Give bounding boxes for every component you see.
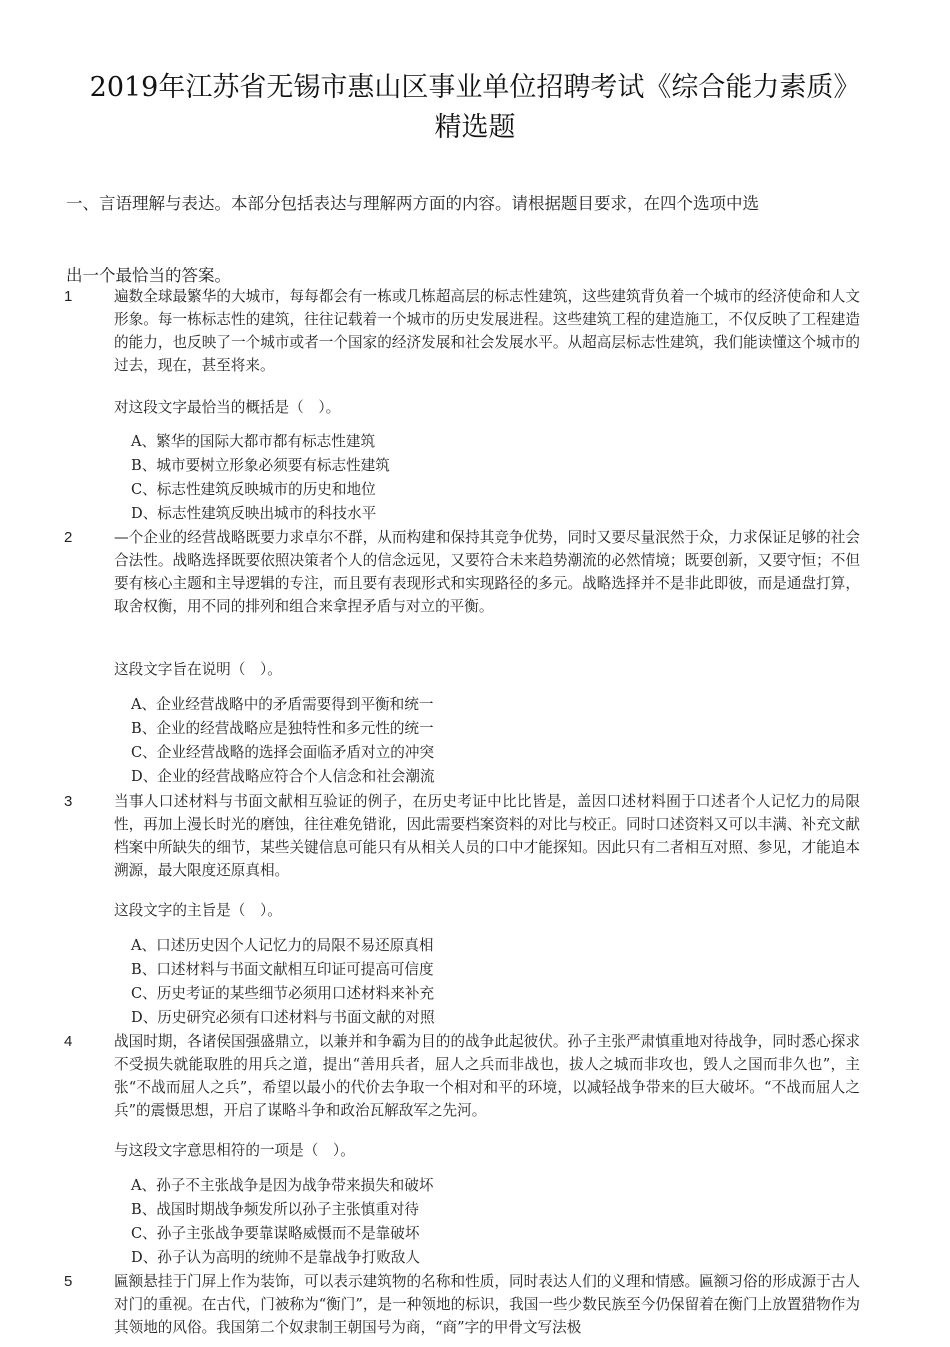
question-prompt: 与这段文字意思相符的一项是（ ）。 — [114, 1142, 355, 1159]
option-d: D、标志性建筑反映出城市的科技水平 — [131, 505, 377, 522]
question-number: 3 — [64, 793, 73, 810]
option-d: D、孙子认为高明的统帅不是靠战争打败敌人 — [131, 1249, 420, 1266]
option-a: A、口述历史因个人记忆力的局限不易还原真相 — [131, 937, 434, 954]
option-c: C、孙子主张战争要靠谋略威慑而不是靠破坏 — [131, 1225, 420, 1242]
section-intro-continued: 出一个最恰当的答案。 — [66, 266, 231, 285]
option-b: B、企业的经营战略应是独特性和多元性的统一 — [131, 720, 434, 737]
option-b: B、城市要树立形象必须要有标志性建筑 — [131, 457, 390, 474]
option-b: B、口述材料与书面文献相互印证可提高可信度 — [131, 961, 434, 978]
question-stem: 匾额悬挂于门屏上作为装饰，可以表示建筑物的名称和性质，同时表达人们的义理和情感。匾额习俗的形成源于古人对门的重视。在古代，门被称为“衡门”，是一种领地的标识，我国一些少数民族至今仍保留着在衡门上放置猎物作为其领地的风俗。我国第二个奴隶制王朝国号为商，“商”字的甲骨文写法极 — [114, 1273, 860, 1336]
option-b: B、战国时期战争频发所以孙子主张慎重对待 — [131, 1201, 420, 1218]
question-prompt: 对这段文字最恰当的概括是（ ）。 — [114, 399, 341, 416]
question-number: 1 — [64, 288, 73, 305]
section-intro: 一、言语理解与表达。本部分包括表达与理解两方面的内容。请根据题目要求，在四个选项中选 — [66, 194, 759, 213]
option-a: A、繁华的国际大都市都有标志性建筑 — [131, 433, 376, 450]
question-prompt: 这段文字的主旨是（ ）。 — [114, 902, 282, 919]
question-prompt: 这段文字旨在说明（ ）。 — [114, 661, 282, 678]
option-c: C、企业经营战略的选择会面临矛盾对立的冲突 — [131, 744, 435, 761]
option-c: C、标志性建筑反映城市的历史和地位 — [131, 481, 376, 498]
question-stem: —个企业的经营战略既要力求卓尔不群，从而构建和保持其竞争优势，同时又要尽量泯然于众，力求保证足够的社会合法性。战略选择既要依照决策者个人的信念远见，又要符合未来趋势潮流的必然情境；既要创新，又要守恒；不但要有核心主题和主导逻辑的专注，而且要有表现形式和实现路径的多元。战略选择并不是非此即彼，而是通盘打算，取舍权衡，用不同的排列和组合来拿捏矛盾与对立的平衡。 — [114, 529, 860, 615]
option-d: D、历史研究必须有口述材料与书面文献的对照 — [131, 1009, 435, 1026]
option-c: C、历史考证的某些细节必须用口述材料来补充 — [131, 985, 435, 1002]
question-stem: 遍数全球最繁华的大城市，每每都会有一栋或几栋超高层的标志性建筑，这些建筑背负着一个城市的经济使命和人文形象。每一栋标志性的建筑，往往记载着一个城市的历史发展进程。这些建筑工程的建造施工，不仅反映了工程建造的能力，也反映了一个城市或者一个国家的经济发展和社会发展水平。从超高层标志性建筑，我们能读懂这个城市的过去，现在，甚至将来。 — [114, 288, 860, 374]
option-a: A、企业经营战略中的矛盾需要得到平衡和统一 — [131, 696, 434, 713]
question-number: 2 — [64, 529, 73, 546]
question-number: 5 — [64, 1273, 73, 1290]
page-title: 2019年江苏省无锡市惠山区事业单位招聘考试《综合能力素质》 — [89, 72, 861, 103]
question-number: 4 — [64, 1033, 73, 1050]
page-title-line2: 精选题 — [434, 112, 516, 143]
option-a: A、孙子不主张战争是因为战争带来损失和破坏 — [131, 1177, 434, 1194]
option-d: D、企业的经营战略应符合个人信念和社会潮流 — [131, 768, 435, 785]
question-stem: 当事人口述材料与书面文献相互验证的例子，在历史考证中比比皆是，盖因口述材料囿于口述者个人记忆力的局限性，再加上漫长时光的磨蚀，往往难免错讹，因此需要档案资料的对比与校正。同时口述资料又可以丰满、补充文献档案中所缺失的细节，某些关键信息可能只有从相关人员的口中才能探知。因此只有二者相互对照、参见，才能追本溯源，最大限度还原真相。 — [114, 793, 860, 879]
question-stem: 战国时期，各诸侯国强盛鼎立，以兼并和争霸为目的的战争此起彼伏。孙子主张严肃慎重地对待战争，同时悉心探求不受损失就能取胜的用兵之道，提出“善用兵者，屈人之兵而非战也，拔人之城而非攻也，毁人之国而非久也”，主张“不战而屈人之兵”，希望以最小的代价去争取一个相对和平的环境，以减轻战争带来的巨大破坏。“不战而屈人之兵”的震慑思想，开启了谋略斗争和政治瓦解敌军之先河。 — [114, 1033, 860, 1119]
